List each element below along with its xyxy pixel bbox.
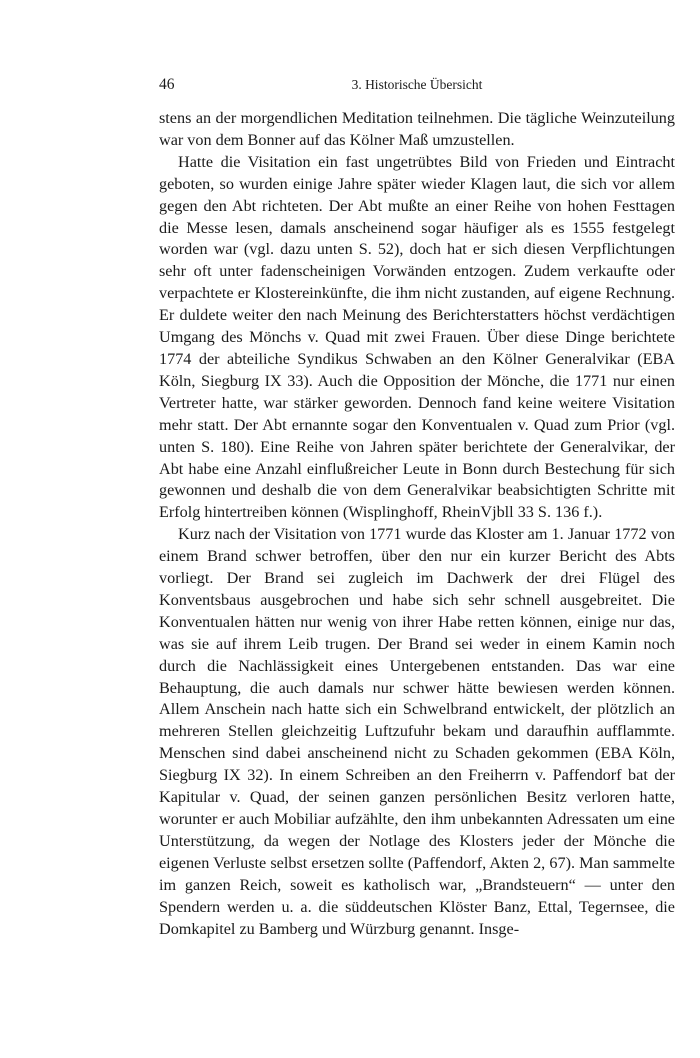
- page-number: 46: [159, 76, 175, 93]
- paragraph-2: Hatte die Visitation ein fast ungetrübtes Bild von Frieden und Eintracht geboten, so wurden einige Jahre später wieder Klagen laut, die sich vor allem gegen den Abt richteten. Der Abt mußte an einer Reihe von hohen Festtagen die Messe lesen, damals anscheinend sogar häufiger als es 1555 festgelegt worden war (vgl. dazu unten S. 52), doch hat er sich diesen Verpflichtungen sehr oft unter fadenscheinigen Vorwänden entzogen. Zudem verkaufte oder verpachtete er Klostereinkünfte, die ihm nicht zustanden, auf eigene Rechnung. Er duldete weiter den nach Meinung des Berichterstatters höchst verdächtigen Umgang des Mönchs v. Quad mit zwei Frauen. Über diese Dinge berichtete 1774 der abteiliche Syndikus Schwaben an den Kölner Generalvikar (EBA Köln, Siegburg IX 33). Auch die Opposition der Mönche, die 1771 nur einen Vertreter hatte, war stärker geworden. Dennoch fand keine weitere Visitation mehr statt. Der Abt ernannte sogar den Konventualen v. Quad zum Prior (vgl. unten S. 180). Eine Reihe von Jahren später berichtete der Generalvikar, der Abt habe eine Anzahl einflußreicher Leute in Bonn durch Bestechung für sich gewonnen und deshalb die von dem Generalvikar beabsichtigten Schritte mit Erfolg hintertreiben können (Wisplinghoff, RheinVjbll 33 S. 136 f.).: [159, 152, 675, 522]
- paragraph-3: Kurz nach der Visitation von 1771 wurde das Kloster am 1. Januar 1772 von einem Brand schwer betroffen, über den nur ein kurzer Bericht des Abts vorliegt. Der Brand sei zugleich im Dachwerk der drei Flügel des Konventsbaus ausgebrochen und habe sich sehr schnell ausgebreitet. Die Konventualen hätten nur wenig von ihrer Habe retten können, einige nur das, was sie auf ihrem Leib trugen. Der Brand sei weder in einem Kamin noch durch die Nachlässigkeit eines Untergebenen entstanden. Das war eine Behauptung, die auch damals nur schwer hätte bewiesen werden können. Allem Anschein nach hatte sich ein Schwelbrand entwickelt, der plötzlich an mehreren Stellen gleichzeitig Luftzufuhr bekam und daraufhin aufflammte. Menschen sind dabei anscheinend nicht zu Schaden gekommen (EBA Köln, Siegburg IX 32). In einem Schreiben an den Freiherrn v. Paffendorf bat der Kapitular v. Quad, der seinen ganzen persönlichen Besitz verloren hatte, worunter er auch Mobiliar aufzählte, den ihm unbekannten Adressaten um eine Unterstützung, da wegen der Notlage des Klosters jeder der Mönche die eigenen Verluste selbst ersetzen sollte (Paffendorf, Akten 2, 67). Man sammelte im ganzen Reich, soweit es katholisch war, „Brandsteuern“ — unter den Spendern werden u. a. die süddeutschen Klöster Banz, Ettal, Tegernsee, die Domkapitel zu Bamberg und Würzburg genannt. Insge-: [159, 525, 675, 938]
- paragraph-1: stens an der morgendlichen Meditation teilnehmen. Die tägliche Weinzuteilung war von dem Bonner auf das Kölner Maß umzustellen.: [159, 109, 675, 149]
- chapter-title: 3. Historische Übersicht: [351, 77, 483, 92]
- body-text: [159, 108, 675, 940]
- running-header: [159, 76, 675, 98]
- book-page: [159, 76, 675, 940]
